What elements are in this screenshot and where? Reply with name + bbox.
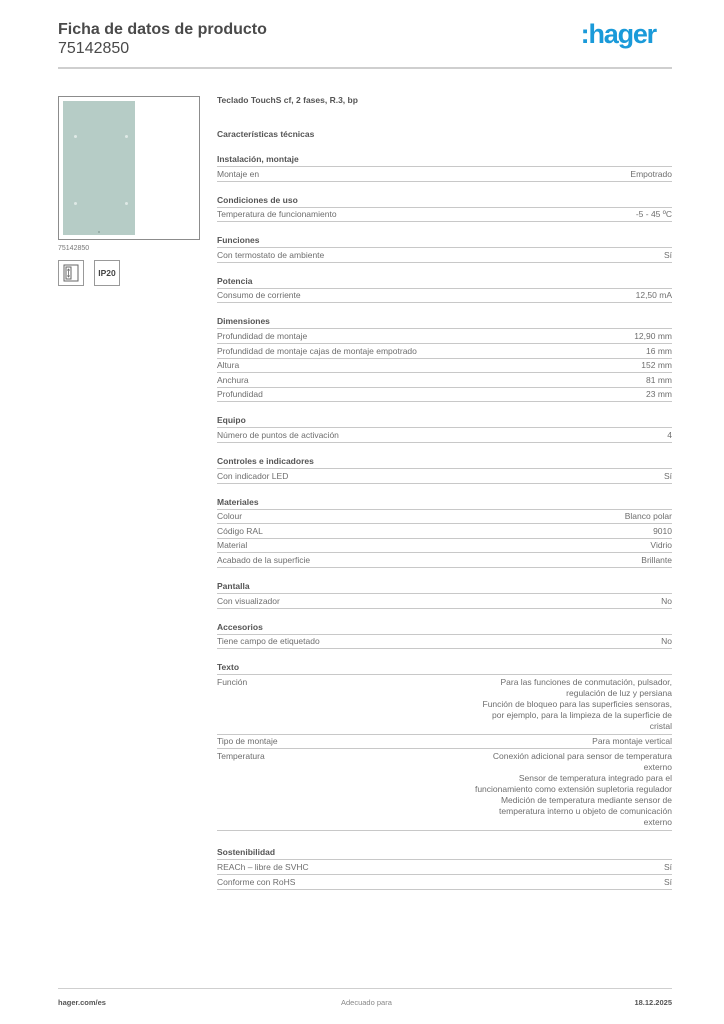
spec-value — [432, 677, 672, 732]
spec-label: Acabado de la superficie — [217, 554, 311, 565]
spec-value: -5 - 45 ºC — [635, 209, 672, 220]
spec-label: Con visualizador — [217, 595, 280, 606]
spec-label: Profundidad — [217, 389, 263, 400]
spec-row — [217, 594, 672, 609]
product-code: 75142850 — [58, 40, 130, 57]
spec-label: Material — [217, 540, 248, 551]
specs-heading: Características técnicas — [217, 129, 315, 139]
spec-value: 12,50 mA — [635, 290, 672, 301]
touch-point-icon — [74, 135, 77, 138]
spec-group-controles — [217, 456, 672, 484]
footer-date: 18.12.2025 — [634, 998, 672, 1007]
spec-value: No — [661, 636, 672, 647]
spec-row — [217, 510, 672, 525]
product-image — [58, 96, 200, 240]
spec-value: No — [661, 595, 672, 606]
value-line: Sensor de temperatura integrado para el — [518, 772, 672, 783]
group-title: Dimensiones — [217, 316, 672, 329]
group-title: Texto — [217, 662, 672, 675]
spec-group-instalacion — [217, 154, 672, 182]
badge-list — [58, 260, 200, 286]
product-sidebar — [58, 96, 200, 286]
spec-row — [217, 167, 672, 182]
spec-value: 16 mm — [646, 345, 672, 356]
spec-group-potencia — [217, 276, 672, 304]
spec-row — [217, 359, 672, 374]
product-details — [217, 94, 672, 890]
spec-row — [217, 524, 672, 539]
spec-group-condiciones — [217, 195, 672, 223]
spec-label: Profundidad de montaje — [217, 330, 308, 341]
spec-group-materiales — [217, 497, 672, 568]
spec-row — [217, 329, 672, 344]
spec-row — [217, 553, 672, 568]
group-title: Accesorios — [217, 622, 672, 635]
spec-label: Altura — [217, 360, 240, 371]
spec-value: Sí — [663, 249, 672, 260]
spec-value: 81 mm — [646, 374, 672, 385]
flush-mount-icon — [58, 260, 84, 286]
group-title: Sostenibilidad — [217, 847, 672, 860]
glass-panel — [63, 101, 135, 235]
value-line: externo — [643, 816, 672, 827]
spec-row — [217, 289, 672, 304]
spec-label: Consumo de corriente — [217, 290, 301, 301]
spec-label: Anchura — [217, 374, 249, 385]
value-line: temperatura interno u objeto de comunicación — [499, 805, 672, 816]
touch-point-icon — [125, 135, 128, 138]
spec-label: Conforme con RoHS — [217, 877, 296, 888]
spec-value: Sí — [663, 470, 672, 481]
spec-group-accesorios — [217, 622, 672, 650]
value-line: cristal — [649, 720, 672, 731]
group-title: Funciones — [217, 235, 672, 248]
spec-value: 23 mm — [646, 389, 672, 400]
spec-group-texto — [217, 662, 672, 831]
spec-label: Función — [217, 676, 248, 687]
spec-label: Temperatura de funcionamiento — [217, 209, 337, 220]
spec-value: Blanco polar — [624, 511, 672, 522]
value-line: regulación de luz y persiana — [566, 687, 672, 698]
spec-value: Sí — [663, 862, 672, 873]
spec-label: Número de puntos de activación — [217, 429, 339, 440]
page-title: Ficha de datos de producto — [58, 21, 267, 38]
value-line: Conexión adicional para sensor de temperatura — [492, 750, 672, 761]
spec-row — [217, 248, 672, 263]
spec-label: Profundidad de montaje cajas de montaje empotrado — [217, 345, 417, 356]
product-image-label: 75142850 — [58, 245, 90, 252]
spec-row — [217, 208, 672, 223]
spec-value: 12,90 mm — [634, 330, 672, 341]
spec-value: Empotrado — [630, 168, 672, 179]
spec-row — [217, 675, 672, 735]
footer-divider — [58, 988, 672, 989]
spec-label: Colour — [217, 511, 243, 522]
product-name: Teclado TouchS cf, 2 fases, R.3, bp — [217, 95, 358, 105]
spec-label: Montaje en — [217, 168, 260, 179]
value-line: Medición de temperatura mediante sensor de — [500, 794, 672, 805]
led-icon — [98, 231, 100, 233]
spec-value: Brillante — [641, 554, 672, 565]
group-title: Pantalla — [217, 581, 672, 594]
spec-row — [217, 373, 672, 388]
website-link[interactable]: hager.com/es — [58, 998, 106, 1007]
header-divider — [58, 67, 672, 69]
value-line: externo — [643, 761, 672, 772]
spec-label: Con indicador LED — [217, 470, 289, 481]
spec-value: Sí — [663, 877, 672, 888]
spec-row — [217, 539, 672, 554]
spec-label: Con termostato de ambiente — [217, 249, 325, 260]
value-line: funcionamiento como extensión supletoria regulador — [474, 783, 672, 794]
value-line: Para las funciones de conmutación, pulsador, — [500, 676, 672, 687]
spec-group-funciones — [217, 235, 672, 263]
spec-group-sostenibilidad — [217, 847, 672, 890]
spec-value: Para montaje vertical — [592, 736, 672, 747]
group-title: Condiciones de uso — [217, 195, 672, 208]
group-title: Controles e indicadores — [217, 456, 672, 469]
spec-row — [217, 388, 672, 403]
page-header — [58, 20, 672, 58]
spec-row — [217, 875, 672, 890]
group-title: Instalación, montaje — [217, 154, 672, 167]
group-title: Materiales — [217, 497, 672, 510]
spec-label: Código RAL — [217, 525, 263, 536]
touch-point-icon — [125, 202, 128, 205]
value-line: por ejemplo, para la limpieza de la superficie de — [491, 709, 672, 720]
spec-row — [217, 861, 672, 876]
spec-row — [217, 428, 672, 443]
spec-label: REACh – libre de SVHC — [217, 862, 309, 873]
spec-group-equipo — [217, 415, 672, 443]
group-title: Potencia — [217, 276, 672, 289]
spec-group-pantalla — [217, 581, 672, 609]
spec-group-dimensiones — [217, 316, 672, 402]
spec-row — [217, 735, 672, 750]
footer-note: Adecuado para — [341, 998, 392, 1007]
spec-value: 152 mm — [641, 360, 672, 371]
spec-row — [217, 749, 672, 831]
spec-value: Vidrio — [650, 540, 672, 551]
ip-rating-badge: IP20 — [94, 260, 120, 286]
hager-logo: :hager — [580, 19, 656, 49]
spec-row — [217, 469, 672, 484]
spec-value — [412, 751, 672, 828]
touch-point-icon — [74, 202, 77, 205]
spec-value: 9010 — [653, 525, 672, 536]
spec-label: Tiene campo de etiquetado — [217, 636, 320, 647]
value-line: Función de bloqueo para las superficies sensoras, — [482, 698, 672, 709]
spec-value: 4 — [667, 429, 672, 440]
spec-label: Temperatura — [217, 750, 265, 761]
spec-row — [217, 635, 672, 650]
spec-row — [217, 344, 672, 359]
spec-label: Tipo de montaje — [217, 736, 278, 747]
group-title: Equipo — [217, 415, 672, 428]
